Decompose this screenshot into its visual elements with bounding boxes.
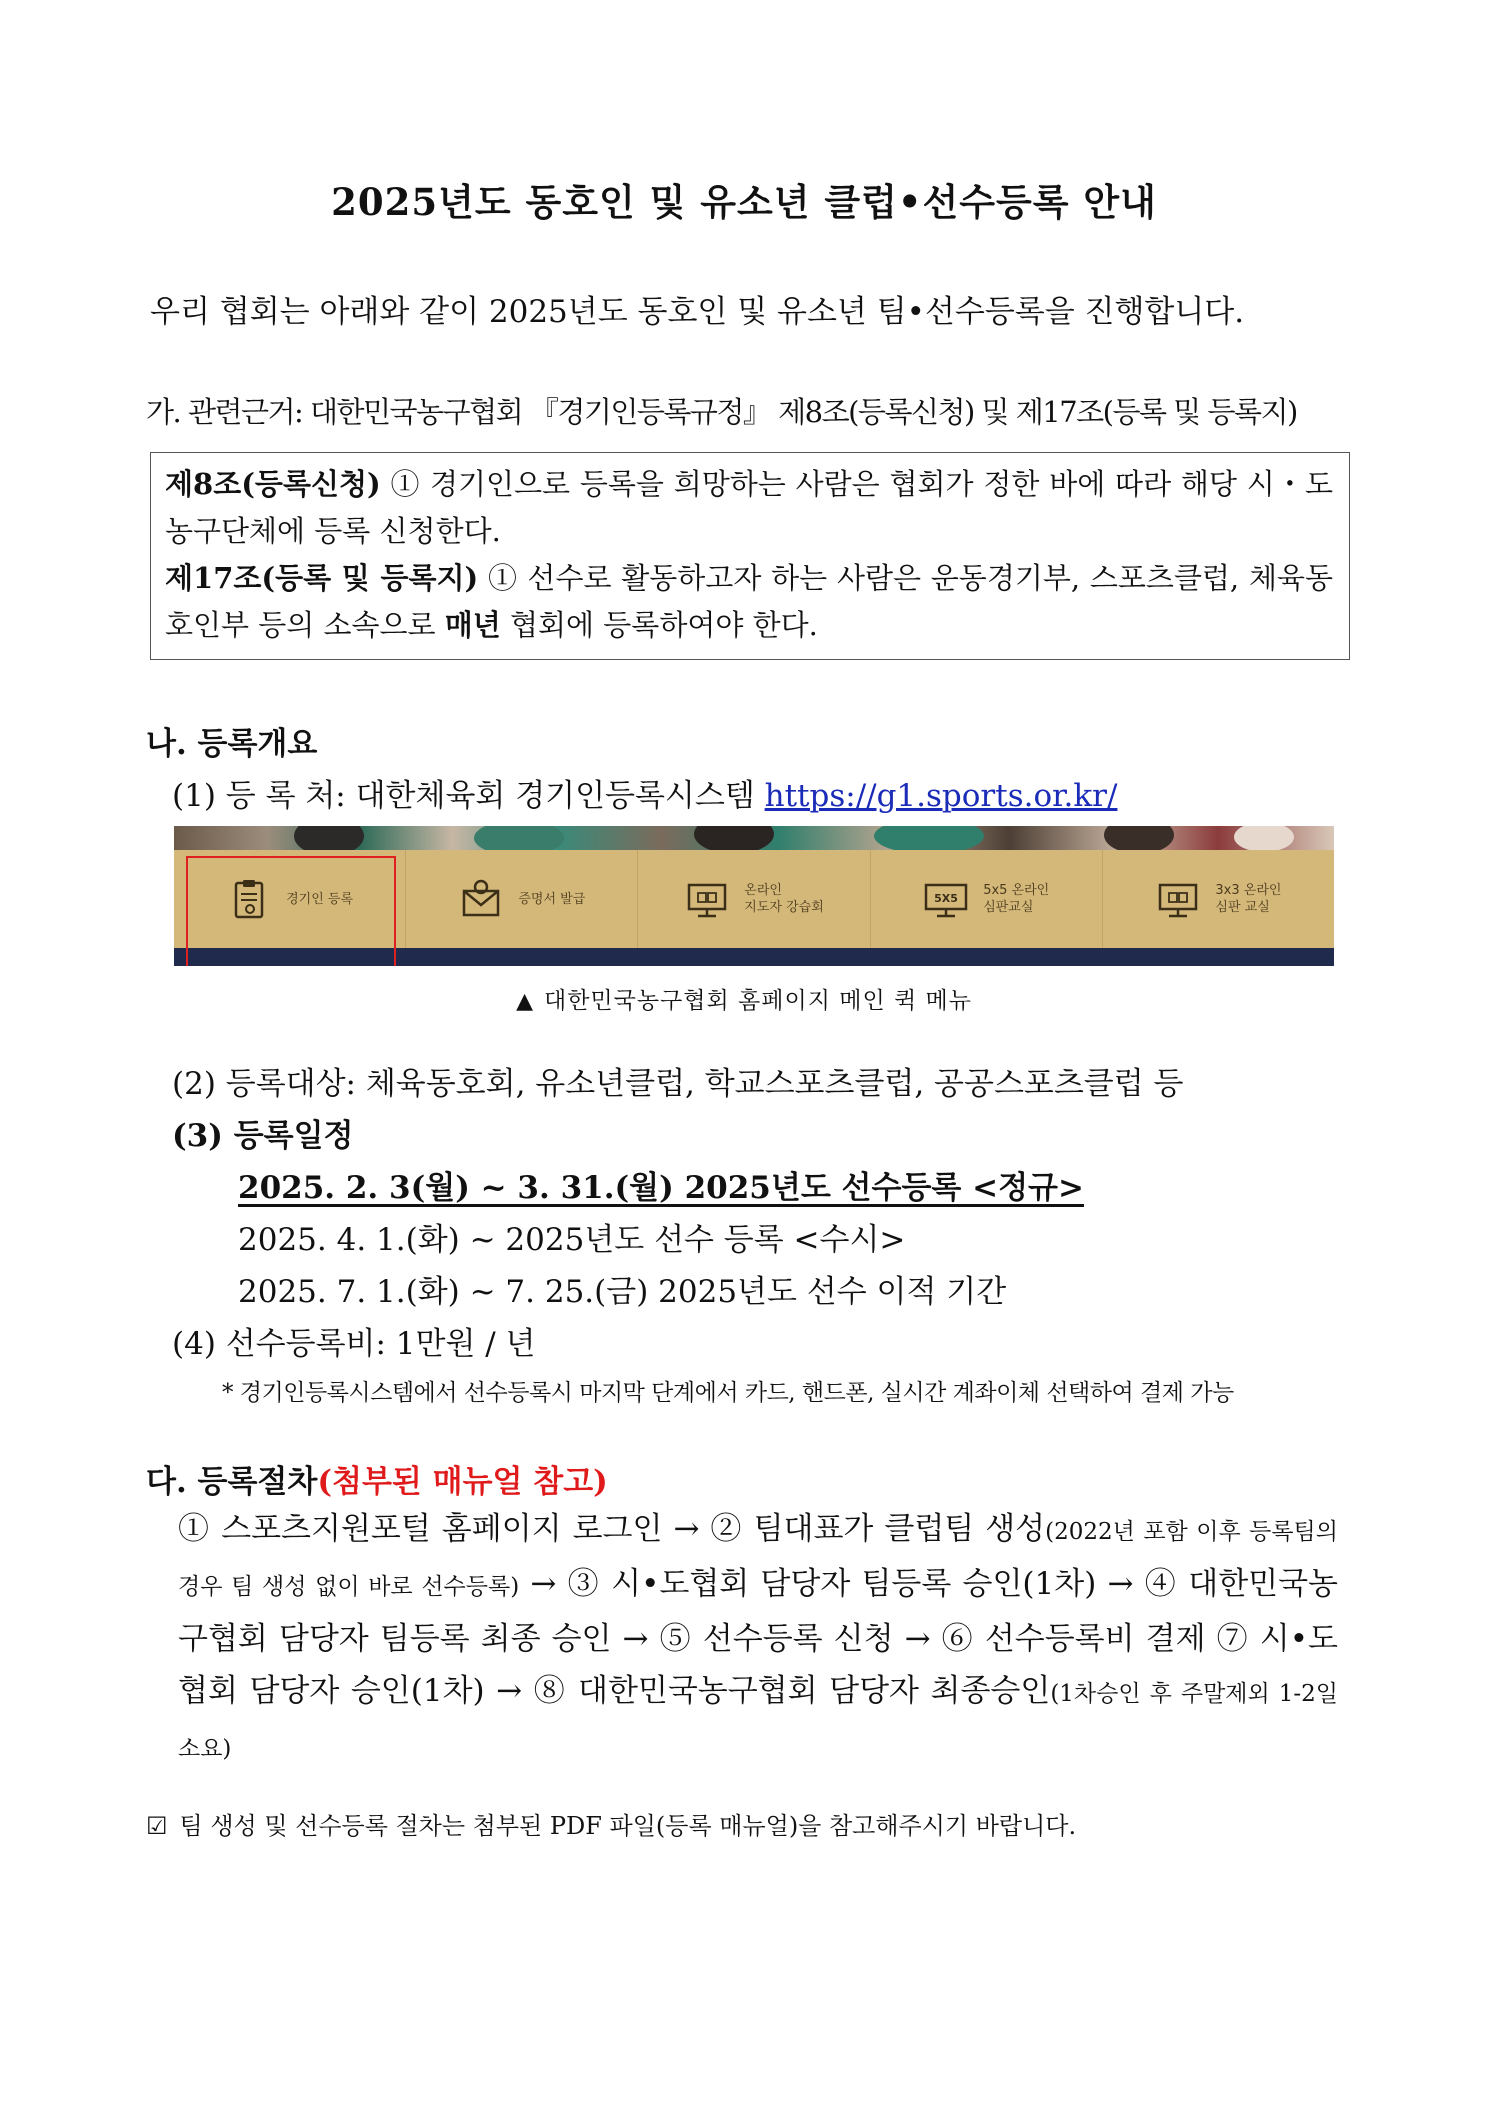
section-b-heading: 나. 등록개요 <box>146 726 318 762</box>
registration-fee-line: (4) 선수등록비: 1만원 / 년 <box>172 1326 536 1362</box>
menu-item-3x3-referee-class[interactable] <box>1103 850 1334 948</box>
rule8-title: 제8조(등록신청) <box>165 467 381 501</box>
menu-item-player-registration[interactable] <box>174 850 406 948</box>
registration-site-line <box>172 770 1117 815</box>
payment-note: * 경기인등록시스템에서 선수등록시 마지막 단계에서 카드, 핸드폰, 실시간 계좌이체 선택하여 결제 가능 <box>222 1380 1234 1406</box>
menu-label-line-1: 온라인 <box>744 883 782 898</box>
menu-label-line-1: 5x5 온라인 <box>983 883 1050 898</box>
clipboard-icon <box>226 877 272 921</box>
menu-label-5x5-referee-class <box>983 882 1049 916</box>
menu-label-player-registration: 경기인 등록 <box>286 891 354 907</box>
monitor-icon <box>684 877 730 921</box>
rule17-paragraph <box>165 555 1333 649</box>
menu-label-line-1: 3x3 온라인 <box>1215 883 1282 898</box>
checkbox-icon: ☑ <box>146 1812 168 1840</box>
registration-target-line: (2) 등록대상: 체육동호회, 유소년클럽, 학교스포츠클럽, 공공스포츠클럽 등 <box>172 1066 1184 1102</box>
figure-caption <box>0 982 1488 1015</box>
registration-site-label: (1) 등 록 처: 대한체육회 경기인등록시스템 <box>172 778 765 814</box>
rule8-text: ① 경기인으로 등록을 희망하는 사람은 협회가 정한 바에 따라 해당 시・도농구단체에 등록 신청한다. <box>165 467 1333 548</box>
section-c-manual-note: (첨부된 매뉴얼 참고) <box>317 1464 608 1500</box>
schedule-ongoing: 2025. 4. 1.(화) ~ 2025년도 선수 등록 <수시> <box>238 1222 906 1258</box>
triangle-up-icon: ▲ <box>516 989 534 1014</box>
menu-label-online-coach-course <box>744 882 823 916</box>
final-note-text: 팀 생성 및 선수등록 절차는 첨부된 PDF 파일(등록 매뉴얼)을 참고해주시기 바랍니다. <box>179 1812 1077 1840</box>
rule17-emphasis: 매년 <box>444 608 501 642</box>
section-c-heading <box>146 1456 608 1501</box>
quick-menu-screenshot <box>174 826 1334 966</box>
registration-schedule-heading: (3) 등록일정 <box>172 1118 354 1154</box>
menu-label-line-2: 심판 교실 <box>1215 900 1270 915</box>
menu-5x5-badge: 5X5 <box>934 892 959 905</box>
section-c-heading-text: 다. 등록절차 <box>146 1464 318 1500</box>
menu-item-5x5-referee-class[interactable] <box>871 850 1103 948</box>
procedure-part-1: ① 스포츠지원포털 홈페이지 로그인 → ② 팀대표가 클럽팀 생성 <box>178 1511 1046 1547</box>
rule-excerpt-box <box>150 452 1350 660</box>
procedure-part-2: → ③ 시•도협회 담당자 팀등록 승인(1차) → ④ 대한민국농구협회 담당자 팀등록 최종 승인 → ⑤ 선수등록 신청 → ⑥ 선수등록비 결제 ⑦ 시•도협회 담당자 승인(1차) → ⑧ 대한민국농구협회 담당자 최종승인 <box>178 1566 1338 1709</box>
monitor-5x5-icon <box>923 877 969 921</box>
schedule-regular: 2025. 2. 3(월) ~ 3. 31.(월) 2025년도 선수등록 <정규> <box>238 1170 1084 1206</box>
rule8-paragraph <box>165 461 1333 555</box>
intro-text: 우리 협회는 아래와 같이 2025년도 동호인 및 유소년 팀•선수등록을 진행합니다. <box>150 294 1245 330</box>
menu-label-line-2: 지도자 강습회 <box>744 900 824 915</box>
menu-label-3x3-referee-class <box>1215 882 1281 916</box>
monitor-3x3-icon <box>1155 877 1201 921</box>
procedure-paragraph <box>178 1503 1338 1775</box>
certificate-icon <box>458 877 504 921</box>
menu-label-certificate: 증명서 발급 <box>518 891 586 907</box>
quick-menu-row <box>174 850 1334 948</box>
rule17-title: 제17조(등록 및 등록지) <box>165 561 479 595</box>
registration-site-link[interactable]: https://g1.sports.or.kr/ <box>764 778 1118 814</box>
figure-caption-text: 대한민국농구협회 홈페이지 메인 퀵 메뉴 <box>543 988 972 1014</box>
rule17-text-1: ① 선수로 활동하고자 하는 사람은 운동경기부, 스포츠클럽, 체육동호인부 등의 소속으로 <box>165 561 1333 642</box>
procedure-note-1: (2022년 포함 이후 등록팀의 경우 팀 생성 없이 바로 선수등록) <box>178 1519 1338 1600</box>
page-title: 2025년도 동호인 및 유소년 클럽•선수등록 안내 <box>331 180 1157 224</box>
section-a-heading: 가. 관련근거: 대한민국농구협회 『경기인등록규정』 제8조(등록신청) 및 제17조(등록 및 등록지) <box>146 395 1297 429</box>
menu-item-certificate[interactable] <box>406 850 638 948</box>
procedure-note-2: (1차승인 후 주말제외 1-2일 소요) <box>178 1681 1339 1762</box>
final-note <box>146 1806 1076 1841</box>
schedule-transfer: 2025. 7. 1.(화) ~ 7. 25.(금) 2025년도 선수 이적 기간 <box>238 1274 1007 1310</box>
menu-item-online-coach-course[interactable] <box>638 850 870 948</box>
rule17-text-2: 협회에 등록하여야 한다. <box>500 608 818 642</box>
menu-label-line-2: 심판교실 <box>983 900 1034 915</box>
